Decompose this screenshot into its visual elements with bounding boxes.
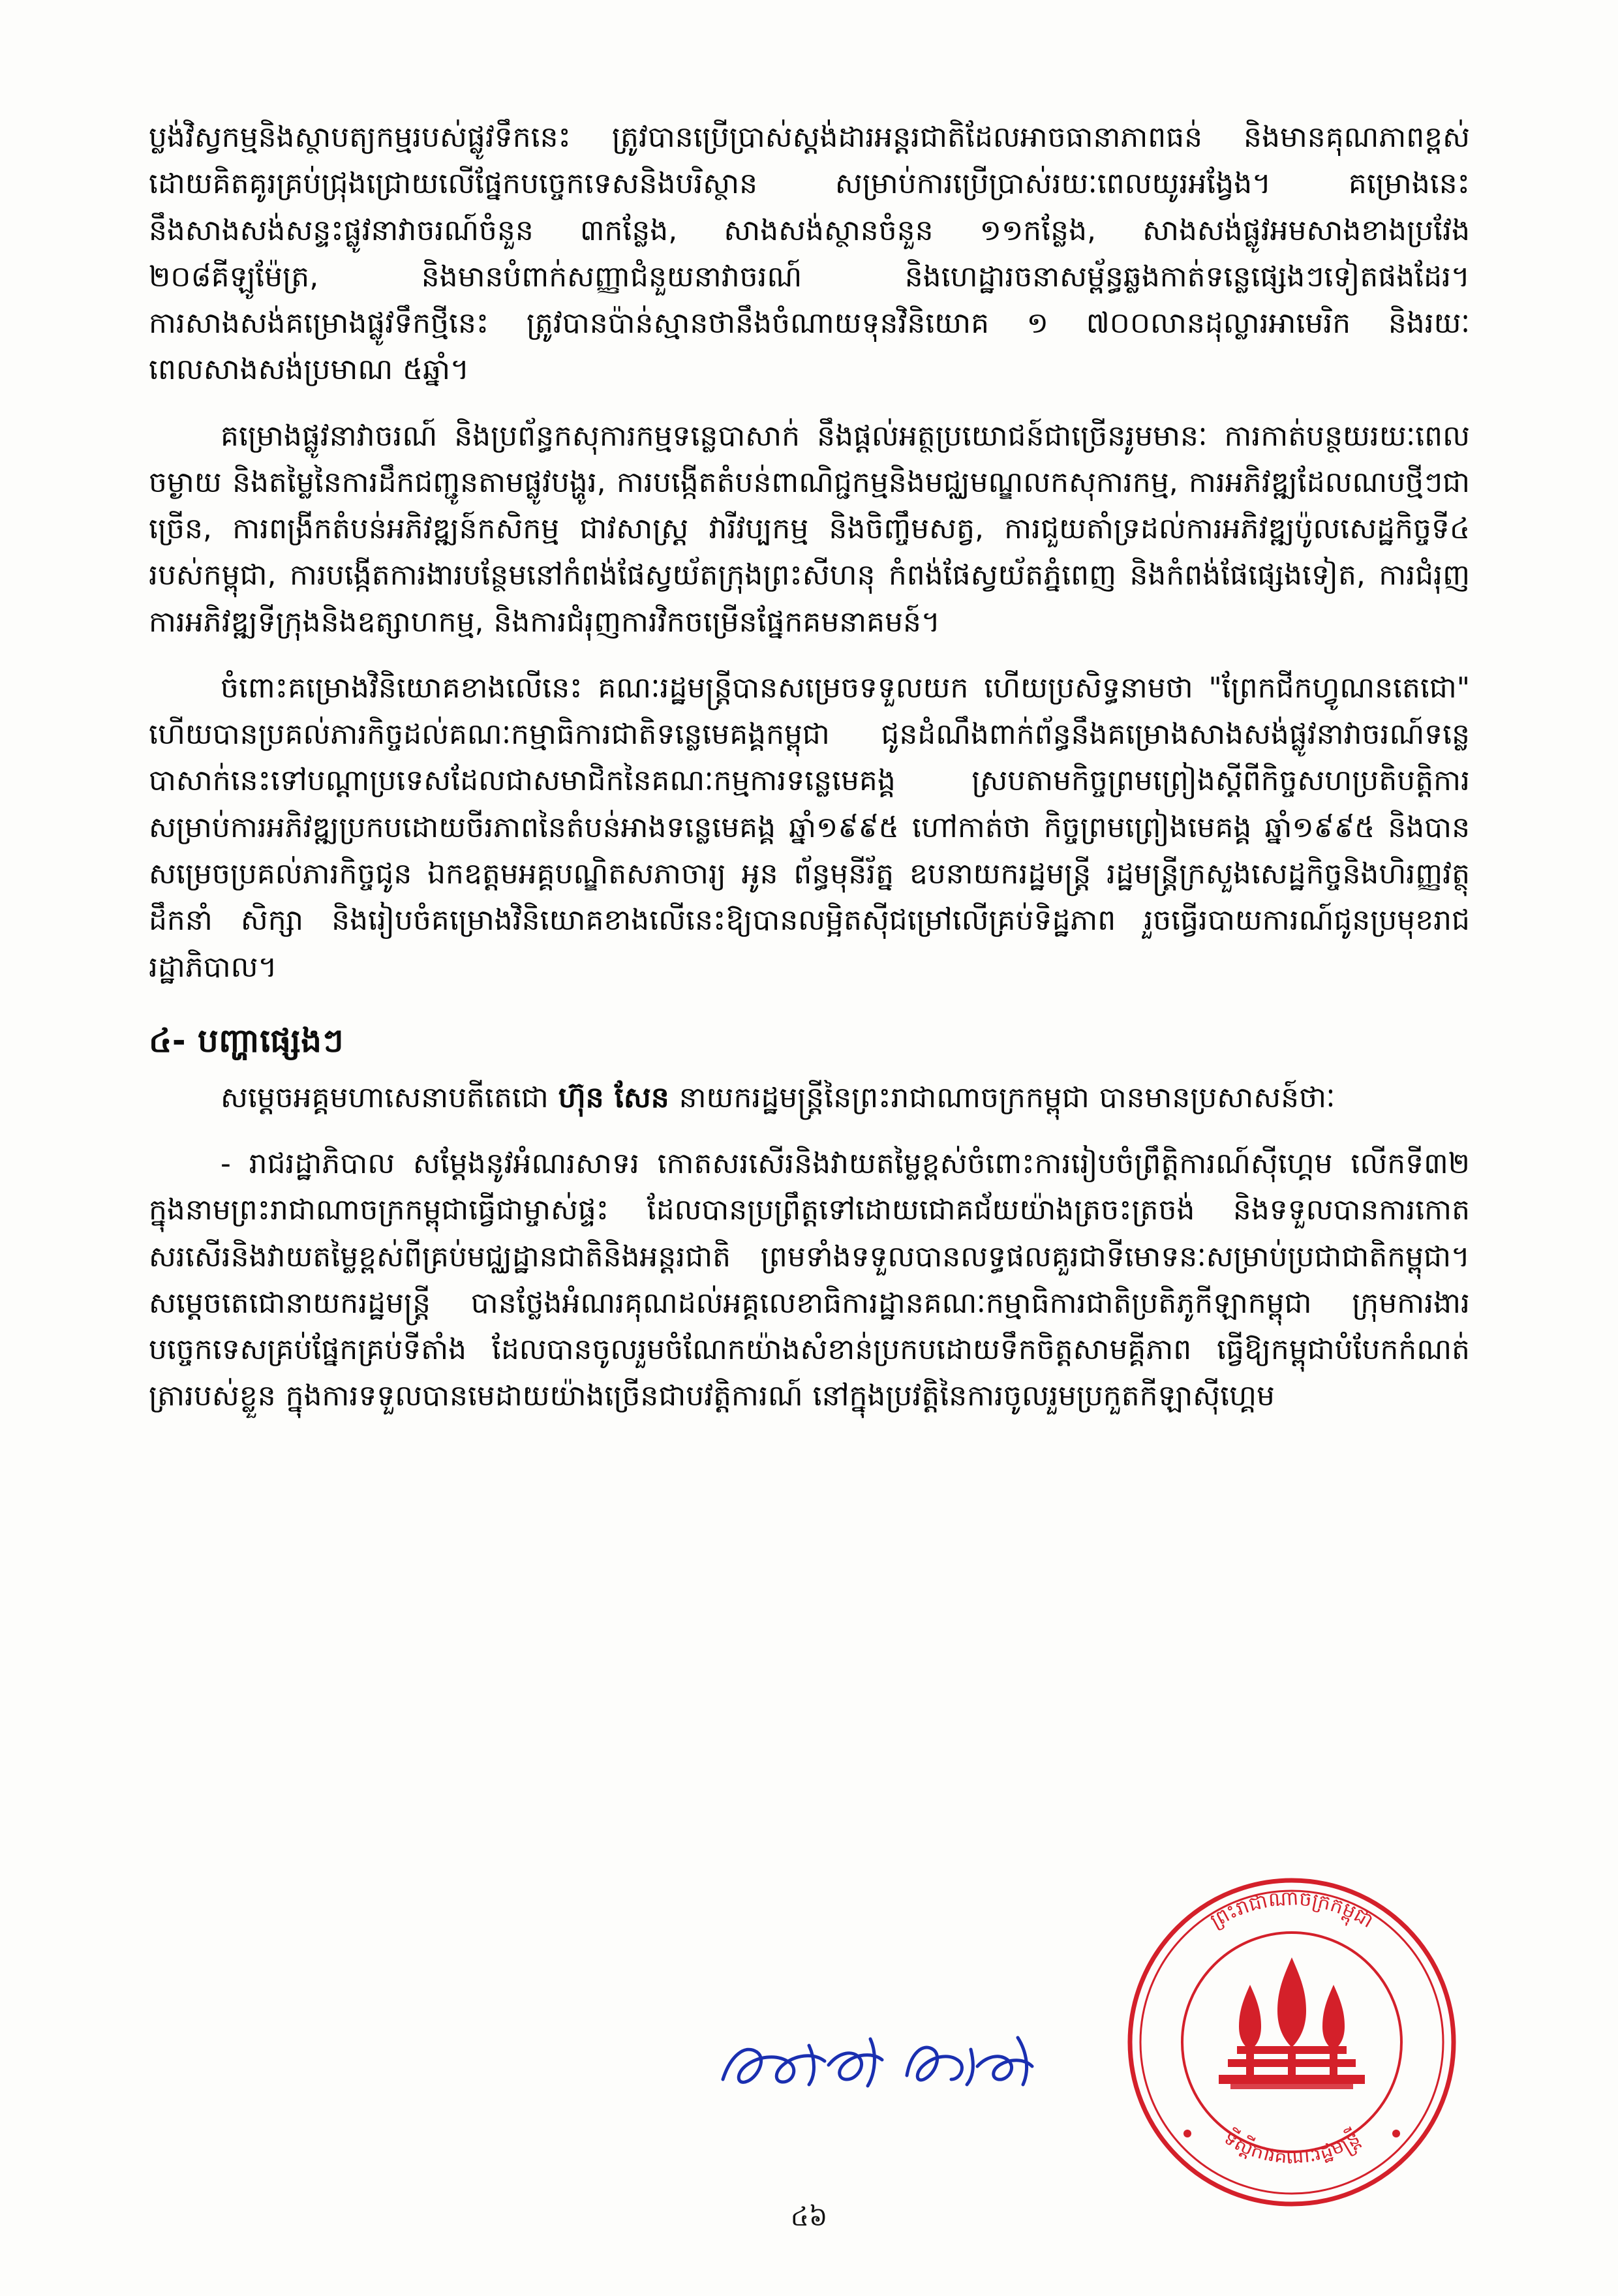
paragraph-2: គម្រោងផ្លូវនាវាចរណ៍ និងប្រព័ន្ធកសុការកម្មទន្លេបាសាក់ នឹងផ្តល់អត្ថប្រយោជន៍ជាច្រើនរូមមានៈ ការកាត់បន្ថយរយៈពេល ចម្ងាយ និងតម្លៃនៃការដឹកជញ្ជូនតាមផ្លូវបង្ហូរ, ការបង្កើតតំបន់ពាណិជ្ជកម្មនិងមជ្ឈមណ្ឌលកសុការកម្ម, ការអភិវឌ្ឍដែលណបថ្មីៗជាច្រើន, ការពង្រីកតំបន់អភិវឌ្ឍន៍កសិកម្ម ជាវសាស្ត្រ វារីវប្បកម្ម និងចិញ្ចឹមសត្វ, ការជួយតាំទ្រដល់ការអភិវឌ្ឍប៉ូលសេដ្ឋកិច្ចទី៤ របស់កម្ពុជា, ការបង្កើតការងារបន្ថែមនៅកំពង់ផែស្វយ័តក្រុងព្រះសីហនុ កំពង់ផែស្វយ័តភ្នំពេញ និងកំពង់ផែផ្សេងទៀត, ការជំរុញការអភិវឌ្ឍទីក្រុងនិងឧត្សាហកម្ម, និងការជំរុញការវិកចម្រើនផ្នែកគមនាគមន៍។ <box>149 419 1470 639</box>
svg-text:ទីស្តីការគណៈរដ្ឋមន្ត្រី: ទីស្តីការគណៈរដ្ឋមន្ត្រី <box>1219 2126 1364 2169</box>
section-paragraph-1-suffix: នាយករដ្ឋមន្ត្រីនៃព្រះរាជាណាចក្រកម្ពុជា បានមានប្រសាសន៍ថាៈ <box>669 1080 1336 1114</box>
prime-minister-name: ហ៊ុន សែន <box>558 1080 669 1114</box>
section-paragraph-1 <box>149 1075 1470 1121</box>
handwritten-signature <box>711 2019 1050 2117</box>
svg-text:ព្រះរាជាណាចក្រកម្ពុជា: ព្រះរាជាណាចក្រកម្ពុជា <box>1206 1887 1377 1933</box>
official-seal <box>1109 1860 1474 2225</box>
page-number: ៤៦ <box>790 2202 828 2232</box>
document-body <box>149 114 1470 1424</box>
section-paragraph-1-prefix: សម្តេចអគ្គមហាសេនាបតីតេជោ <box>221 1080 558 1114</box>
paragraph-3: ចំពោះគម្រោងវិនិយោគខាងលើនេះ គណៈរដ្ឋមន្ត្រីបានសម្រេចទទួលយក ហើយប្រសិទ្ធនាមថា "ព្រែកជីកហ្វូណនតេជោ" ហើយបានប្រគល់ភារកិច្ចដល់គណៈកម្មាធិការជាតិទន្លេមេគង្គកម្ពុជា ជូនដំណឹងពាក់ព័ន្ធនឹងគម្រោងសាងសង់ផ្លូវនាវាចរណ៍ទន្លេបាសាក់នេះទៅបណ្តាប្រទេសដែលជាសមាជិកនៃគណៈកម្មការទន្លេមេគង្គ ស្របតាមកិច្ចព្រមព្រៀងស្តីពីកិច្ចសហប្រតិបត្តិការសម្រាប់ការអភិវឌ្ឍប្រកបដោយចីរភាពនៃតំបន់អាងទន្លេមេគង្គ ឆ្នាំ១៩៩៥ ហៅកាត់ថា កិច្ចព្រមព្រៀងមេគង្គ ឆ្នាំ១៩៩៥ និងបានសម្រេចប្រគល់ភារកិច្ចជូន ឯកឧត្តមអគ្គបណ្ឌិតសភាចារ្យ អូន ព័ន្ធមុនីរ័ត្ន ឧបនាយករដ្ឋមន្ត្រី រដ្ឋមន្ត្រីក្រសួងសេដ្ឋកិច្ចនិងហិរញ្ញវត្ថុ ដឹកនាំ សិក្សា និងរៀបចំគម្រោងវិនិយោគខាងលើនេះឱ្យបានលម្អិតសុីជម្រៅលើគ្រប់ទិដ្ឋភាព រួចធ្វើរបាយការណ៍ជូនប្រមុខរាជរដ្ឋាភិបាល។ <box>149 671 1470 984</box>
section-heading: ៤- បញ្ហាផ្សេងៗ <box>149 1021 344 1060</box>
section-paragraph-2: - រាជរដ្ឋាភិបាល សម្តែងនូវអំណរសាទរ កោតសរសើរនិងវាយតម្លៃខ្ពស់ចំពោះការរៀបចំព្រឹត្តិការណ៍សុីហ្គេម លើកទី៣២ ក្នុងនាមព្រះរាជាណាចក្រកម្ពុជាធ្វើជាម្ចាស់ផ្ទះ ដែលបានប្រព្រឹត្តទៅដោយជោគជ័យយ៉ាងត្រចះត្រចង់ និងទទួលបានការកោតសរសើរនិងវាយតម្លៃខ្ពស់ពីគ្រប់មជ្ឈដ្ឋានជាតិនិងអន្តរជាតិ ព្រមទាំងទទួលបានលទ្ធផលគួរជាទីមោទនៈសម្រាប់ប្រជាជាតិកម្ពុជា។ សម្តេចតេជោនាយករដ្ឋមន្ត្រី បានថ្លែងអំណរគុណដល់អគ្គលេខាធិការដ្ឋានគណៈកម្មាធិការជាតិប្រតិភូកីឡាកម្ពុជា ក្រុមការងារបច្ចេកទេសគ្រប់ផ្នែកគ្រប់ទីតាំង ដែលបានចូលរួមចំណែកយ៉ាងសំខាន់ប្រកបដោយទឹកចិត្តសាមគ្គីភាព ធ្វើឱ្យកម្ពុជាបំបែកកំណត់ត្រារបស់ខ្លួន ក្នុងការទទួលបានមេដាយយ៉ាងច្រើនជាបវត្តិការណ៍ នៅក្នុងប្រវត្តិនៃការចូលរួមប្រកួតកីឡាសុីហ្គេម <box>149 1147 1470 1413</box>
paragraph-1: ប្លង់វិស្វកម្មនិងស្ថាបត្យកម្មរបស់ផ្លូវទឹកនេះ ត្រូវបានប្រើប្រាស់ស្តង់ដារអន្តរជាតិដែលអាចធានាភាពធន់ និងមានគុណភាពខ្ពស់ ដោយគិតគូរគ្រប់ជ្រុងជ្រោយលើផ្នែកបច្ចេកទេសនិងបរិស្ថាន សម្រាប់ការប្រើប្រាស់រយៈពេលយូរអង្វែង។ គម្រោងនេះ នឹងសាងសង់សន្ទះផ្លូវនាវាចរណ៍ចំនួន ៣កន្លែង, សាងសង់ស្ថានចំនួន ១១កន្លែង, សាងសង់ផ្លូវអមសាងខាងប្រវែង ២០៨គីឡូម៉ែត្រ, និងមានបំពាក់សញ្ញាជំនួយនាវាចរណ៍ និងហេដ្ឋារចនាសម្ព័ន្ធឆ្លងកាត់ទន្លេផ្សេងៗទៀតផងដែរ។ ការសាងសង់គម្រោងផ្លូវទឹកថ្មីនេះ ត្រូវបានប៉ាន់ស្មានថានឹងចំណាយទុនវិនិយោគ ១ ៧០០លានដុល្លារអាមេរិក និងរយៈពេលសាងសង់ប្រមាណ ៥ឆ្នាំ។ <box>149 121 1470 387</box>
